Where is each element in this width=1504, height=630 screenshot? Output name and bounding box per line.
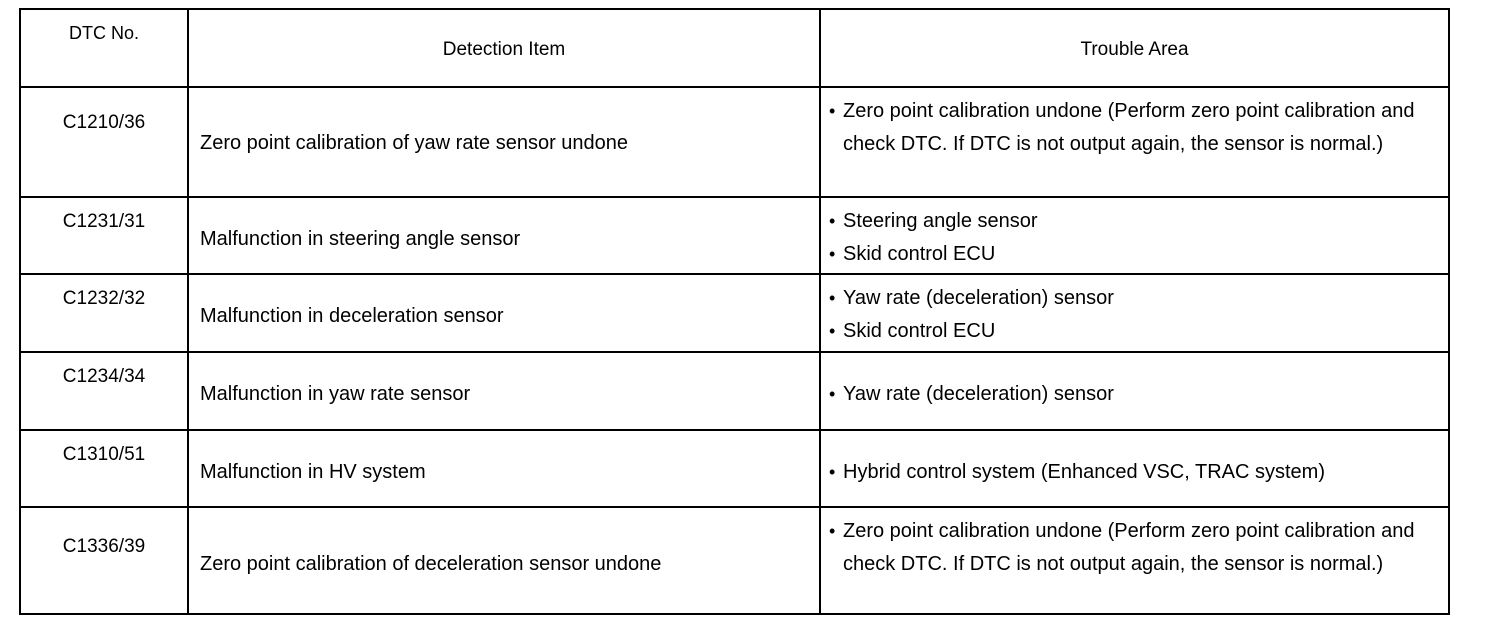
detection-item-text: Zero point calibration of deceleration sensor undone (200, 553, 662, 575)
trouble-area-text: Zero point calibration undone (Perform zero point calibration and check DTC. If DTC is not output again, the sensor is normal.) (843, 520, 1415, 575)
header-dtc-no-label: DTC No. (68, 23, 139, 43)
trouble-area-text: Zero point calibration undone (Perform zero point calibration and check DTC. If DTC is not output again, the sensor is normal.) (843, 100, 1415, 155)
trouble-area-list (829, 456, 1438, 489)
trouble-area-text: Yaw rate (deceleration) sensor (843, 383, 1114, 405)
detection-item-text: Malfunction in deceleration sensor (200, 305, 504, 327)
trouble-area-text: Yaw rate (deceleration) sensor (843, 287, 1114, 309)
dtc-cell (21, 275, 189, 351)
detection-item-cell (189, 198, 821, 273)
trouble-area-cell (821, 88, 1448, 196)
trouble-area-item (829, 515, 1438, 581)
table-row (21, 198, 1448, 275)
header-detection-item-label: Detection Item (442, 39, 566, 60)
header-cell-dtc-no (21, 10, 189, 86)
dtc-code: C1210/36 (62, 112, 146, 133)
bullet-icon: • (829, 244, 836, 264)
dtc-cell (21, 88, 189, 196)
trouble-area-item (829, 238, 1438, 271)
trouble-area-list (829, 282, 1438, 348)
trouble-area-list (829, 205, 1438, 271)
detection-item-text: Zero point calibration of yaw rate sensor undone (200, 132, 629, 154)
dtc-code: C1231/31 (62, 211, 146, 232)
detection-item-cell (189, 88, 821, 196)
detection-item-cell (189, 431, 821, 506)
bullet-icon: • (829, 211, 836, 231)
dtc-code: C1310/51 (62, 444, 146, 465)
dtc-code: C1234/34 (62, 366, 146, 387)
bullet-icon: • (829, 521, 836, 541)
trouble-area-cell (821, 198, 1448, 273)
table-row (21, 431, 1448, 508)
dtc-code: C1232/32 (62, 288, 146, 309)
trouble-area-cell (821, 508, 1448, 615)
header-trouble-area-label: Trouble Area (1080, 39, 1189, 60)
table-row (21, 353, 1448, 431)
trouble-area-text: Skid control ECU (843, 320, 996, 342)
trouble-area-text: Skid control ECU (843, 243, 996, 265)
trouble-area-item (829, 282, 1438, 315)
dtc-cell (21, 353, 189, 429)
detection-item-text: Malfunction in steering angle sensor (200, 228, 521, 250)
trouble-area-text: Hybrid control system (Enhanced VSC, TRAC system) (843, 461, 1326, 483)
table-row (21, 88, 1448, 198)
dtc-cell (21, 431, 189, 506)
bullet-icon: • (829, 321, 836, 341)
trouble-area-item (829, 456, 1438, 489)
detection-item-cell (189, 353, 821, 429)
dtc-cell (21, 198, 189, 273)
trouble-area-list (829, 378, 1438, 411)
detection-item-cell (189, 275, 821, 351)
table-header-row (21, 10, 1448, 88)
trouble-area-item (829, 95, 1438, 161)
bullet-icon: • (829, 462, 836, 482)
table-row (21, 508, 1448, 615)
dtc-cell (21, 508, 189, 615)
trouble-area-list (829, 515, 1438, 581)
dtc-table (19, 8, 1450, 615)
bullet-icon: • (829, 384, 836, 404)
dtc-code: C1336/39 (62, 536, 146, 557)
detection-item-text: Malfunction in yaw rate sensor (200, 383, 471, 405)
trouble-area-cell (821, 353, 1448, 429)
bullet-icon: • (829, 101, 836, 121)
trouble-area-item (829, 315, 1438, 348)
trouble-area-text: Steering angle sensor (843, 210, 1038, 232)
detection-item-cell (189, 508, 821, 615)
bullet-icon: • (829, 288, 836, 308)
table-row (21, 275, 1448, 353)
trouble-area-cell (821, 275, 1448, 351)
header-cell-detection-item (189, 10, 821, 86)
header-cell-trouble-area (821, 10, 1448, 86)
trouble-area-list (829, 95, 1438, 161)
detection-item-text: Malfunction in HV system (200, 461, 426, 483)
trouble-area-item (829, 205, 1438, 238)
trouble-area-item (829, 378, 1438, 411)
trouble-area-cell (821, 431, 1448, 506)
